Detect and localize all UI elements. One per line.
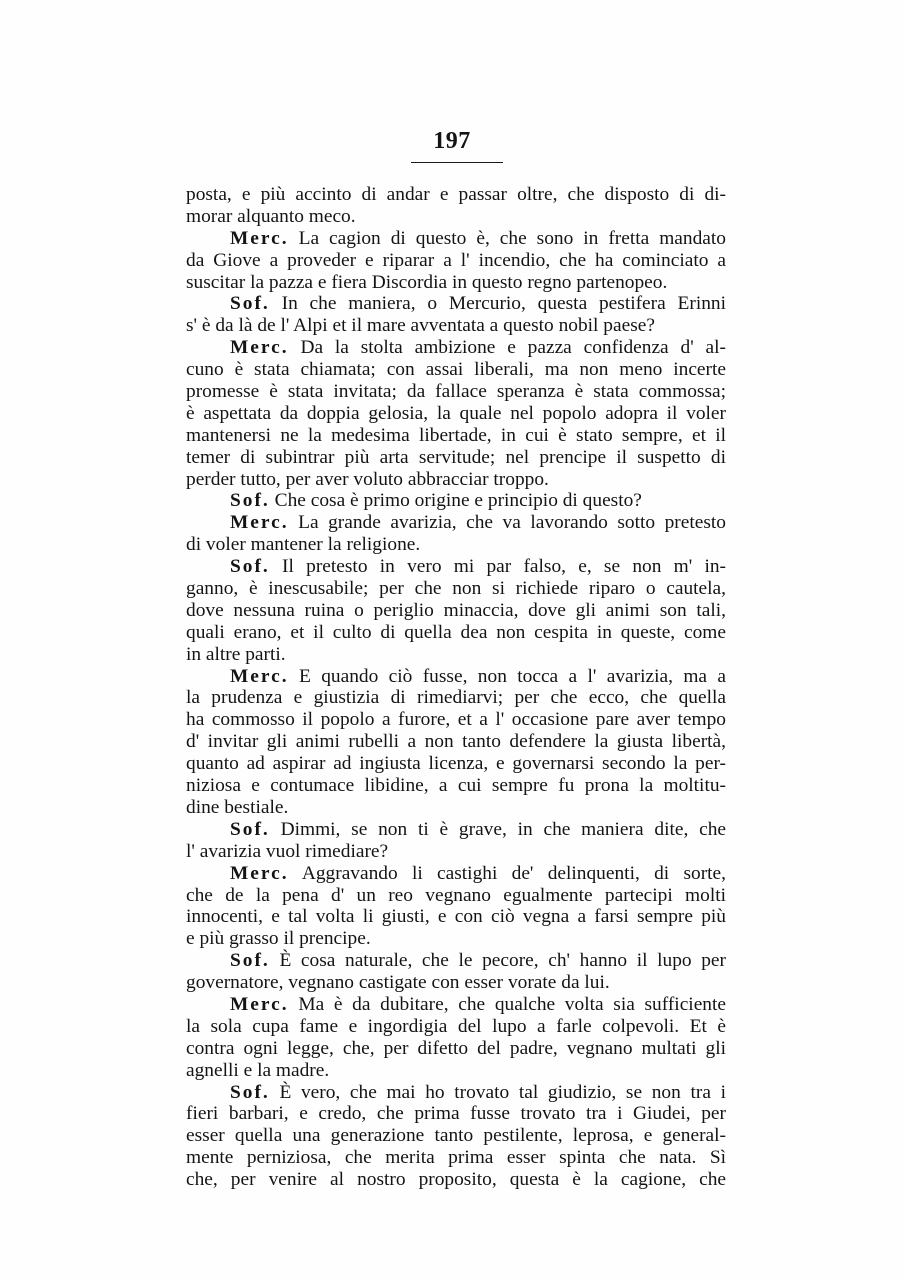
text-line <box>186 666 726 688</box>
text-line <box>186 425 726 447</box>
line-text: È cosa naturale, che le pecore, ch' hanno il lupo per <box>279 950 726 972</box>
line-text: La grande avarizia, che va lavorando sotto pretesto <box>298 512 726 534</box>
text-line <box>186 950 726 972</box>
line-text: quali erano, et il culto di quella dea non cespita in queste, come <box>186 621 726 643</box>
text-line <box>186 403 726 425</box>
text-line <box>186 556 726 578</box>
line-text: e più grasso il prencipe. <box>186 928 371 950</box>
line-text: è aspettata da doppia gelosia, la quale nel popolo adopra il voler <box>186 402 726 424</box>
line-text: esser quella una generazione tanto pestilente, leprosa, e general- <box>186 1125 726 1147</box>
line-text: mente perniziosa, che merita prima esser spinta che nata. Sì <box>186 1147 726 1169</box>
text-line <box>186 753 726 775</box>
line-text: cuno è stata chiamata; con assai liberali, ma non meno incerte <box>186 359 726 381</box>
line-text: temer di subintrar più arta servitude; nel prencipe il suspetto di <box>186 446 726 468</box>
text-line <box>186 819 726 841</box>
line-text: governatore, vegnano castigate con esser vorate da lui. <box>186 972 610 994</box>
line-text: la prudenza e giustizia di rimediarvi; per che ecco, che quella <box>186 687 726 709</box>
line-text: niziosa e contumace libidine, a cui sempre fu prona la moltitu- <box>186 775 726 797</box>
line-text: ganno, è inescusabile; per che non si richiede riparo o cautela, <box>186 578 726 600</box>
speaker-label: Merc. <box>230 512 289 534</box>
speaker-label: Sof. <box>230 1081 270 1103</box>
line-text: Da la stolta ambizione e pazza confidenza d' al- <box>300 337 726 359</box>
text-line <box>186 1125 726 1147</box>
text-line <box>186 644 726 666</box>
line-text: mantenersi ne la medesima libertade, in cui è stato sempre, et il <box>186 424 726 446</box>
text-line <box>186 994 726 1016</box>
text-line <box>186 1060 726 1082</box>
text-line <box>186 731 726 753</box>
text-line <box>186 512 726 534</box>
text-line <box>186 928 726 950</box>
line-text: che de la pena d' un reo vegnano egualmente partecipi molti <box>186 884 726 906</box>
text-line <box>186 447 726 469</box>
speaker-label: Sof. <box>230 818 270 840</box>
text-line <box>186 687 726 709</box>
speaker-label: Merc. <box>230 337 289 359</box>
body-text <box>186 184 726 1191</box>
line-text: d' invitar gli animi rubelli a non tanto defendere la giusta libertà, <box>186 731 726 753</box>
speaker-label: Merc. <box>230 227 289 249</box>
text-line <box>186 359 726 381</box>
text-line <box>186 578 726 600</box>
text-line <box>186 1147 726 1169</box>
line-text: Ma è da dubitare, che qualche volta sia sufficiente <box>298 993 726 1015</box>
speaker-label: Merc. <box>230 993 289 1015</box>
line-text: innocenti, e tal volta li giusti, e con ciò vegna a farsi sempre più <box>186 906 726 928</box>
page-number: 197 <box>433 128 471 154</box>
speaker-label: Merc. <box>230 665 289 687</box>
text-line <box>186 1016 726 1038</box>
line-text: l' avarizia vuol rimediare? <box>186 840 389 862</box>
line-text: Il pretesto in vero mi par falso, e, se non m' in- <box>282 556 726 578</box>
text-line <box>186 184 726 206</box>
line-text: La cagion di questo è, che sono in fretta mandato <box>298 227 726 249</box>
text-line <box>186 600 726 622</box>
text-line <box>186 972 726 994</box>
text-line <box>186 490 726 512</box>
line-text: ha commosso il popolo a furore, et a l' occasione pare aver tempo <box>186 709 726 731</box>
text-line <box>186 272 726 294</box>
speaker-label: Sof. <box>230 950 270 972</box>
text-line <box>186 293 726 315</box>
line-text: in altre parti. <box>186 643 286 665</box>
text-line <box>186 797 726 819</box>
text-line <box>186 534 726 556</box>
text-line <box>186 1038 726 1060</box>
text-line <box>186 315 726 337</box>
text-line <box>186 206 726 228</box>
line-text: suscitar la pazza e fiera Discordia in questo regno partenopeo. <box>186 271 668 293</box>
text-line <box>186 709 726 731</box>
line-text: dove nessuna ruina o periglio minaccia, dove gli animi son tali, <box>186 599 726 621</box>
line-text: agnelli e la madre. <box>186 1059 330 1081</box>
text-line <box>186 1169 726 1191</box>
text-line <box>186 885 726 907</box>
line-text: dine bestiale. <box>186 796 289 818</box>
line-text: promesse è stata invitata; da fallace speranza è stata commossa; <box>186 381 726 403</box>
line-text: posta, e più accinto di andar e passar oltre, che disposto di di- <box>186 184 726 205</box>
line-text: quanto ad aspirar ad ingiusta licenza, e governarsi secondo la per- <box>186 753 726 775</box>
text-line <box>186 775 726 797</box>
line-text: s' è da là de l' Alpi et il mare avventata a questo nobil paese? <box>186 315 655 337</box>
line-text: In che maniera, o Mercurio, questa pestifera Erinni <box>281 293 726 315</box>
text-line <box>186 1103 726 1125</box>
speaker-label: Sof. <box>230 293 270 315</box>
line-text: perder tutto, per aver voluto abbracciar troppo. <box>186 468 549 490</box>
line-text: Che cosa è primo origine e principio di questo? <box>274 490 642 512</box>
text-line <box>186 228 726 250</box>
line-text: Aggravando li castighi de' delinquenti, di sorte, <box>301 862 726 884</box>
line-text: E quando ciò fusse, non tocca a l' avarizia, ma a <box>299 665 726 687</box>
text-line <box>186 337 726 359</box>
text-line <box>186 906 726 928</box>
line-text: fieri barbari, e credo, che prima fusse trovato tra i Giudei, per <box>186 1103 726 1125</box>
text-line <box>186 1082 726 1104</box>
text-line <box>186 381 726 403</box>
line-text: da Giove a proveder e riparar a l' incendio, che ha cominciato a <box>186 249 726 271</box>
header-rule <box>411 162 503 163</box>
speaker-label: Merc. <box>230 862 289 884</box>
line-text: che, per venire al nostro proposito, questa è la cagione, che <box>186 1169 726 1191</box>
text-line <box>186 469 726 491</box>
text-line <box>186 622 726 644</box>
text-line <box>186 841 726 863</box>
line-text: la sola cupa fame e ingordigia del lupo a farle colpevoli. Et è <box>186 1015 726 1037</box>
speaker-label: Sof. <box>230 556 270 578</box>
line-text: Dimmi, se non ti è grave, in che maniera dite, che <box>280 818 727 840</box>
text-line <box>186 250 726 272</box>
line-text: di voler mantener la religione. <box>186 534 421 556</box>
line-text: morar alquanto meco. <box>186 205 356 227</box>
speaker-label: Sof. <box>230 490 270 512</box>
text-line <box>186 863 726 885</box>
line-text: È vero, che mai ho trovato tal giudizio, se non tra i <box>279 1081 726 1103</box>
line-text: contra ogni legge, che, per difetto del padre, vegnano multati gli <box>186 1037 726 1059</box>
